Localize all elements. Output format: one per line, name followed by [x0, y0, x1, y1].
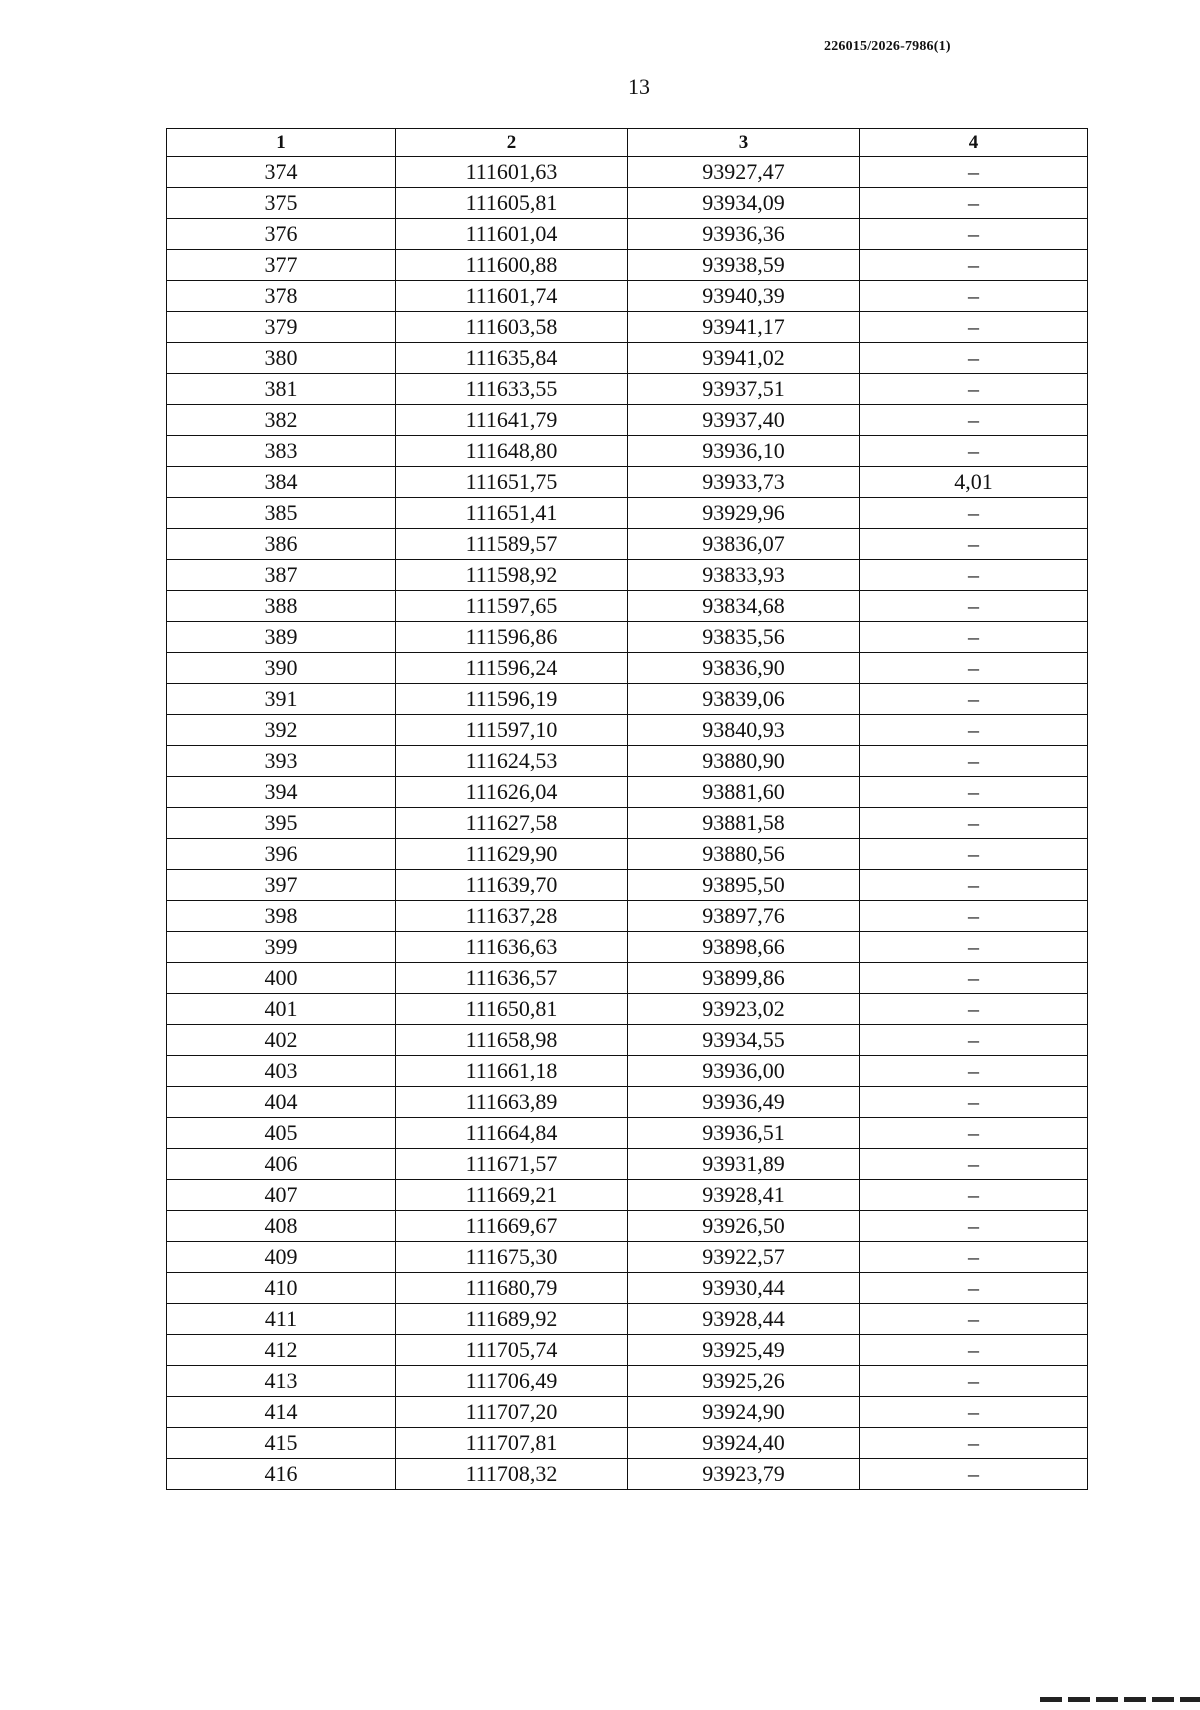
table-cell: 93940,39: [628, 281, 860, 312]
table-cell: 411: [167, 1304, 396, 1335]
table-cell: –: [860, 1025, 1088, 1056]
table-cell: –: [860, 622, 1088, 653]
column-header: 2: [396, 129, 628, 157]
table-row: [167, 622, 1088, 653]
table-cell: 385: [167, 498, 396, 529]
table-row: [167, 839, 1088, 870]
table-cell: 93928,41: [628, 1180, 860, 1211]
table-cell: –: [860, 808, 1088, 839]
table-cell: 93941,02: [628, 343, 860, 374]
table-cell: 407: [167, 1180, 396, 1211]
table-row: [167, 467, 1088, 498]
table-row: [167, 374, 1088, 405]
table-cell: 378: [167, 281, 396, 312]
table-cell: 93924,90: [628, 1397, 860, 1428]
table-row: [167, 343, 1088, 374]
table-cell: –: [860, 188, 1088, 219]
table-cell: –: [860, 1087, 1088, 1118]
table-row: [167, 1087, 1088, 1118]
table-cell: 111641,79: [396, 405, 628, 436]
table-cell: 111636,63: [396, 932, 628, 963]
table-cell: 93895,50: [628, 870, 860, 901]
table-cell: 93922,57: [628, 1242, 860, 1273]
table-cell: 93927,47: [628, 157, 860, 188]
table-cell: 415: [167, 1428, 396, 1459]
table-cell: 111597,65: [396, 591, 628, 622]
table-row: [167, 715, 1088, 746]
table-row: [167, 1056, 1088, 1087]
table-cell: 111598,92: [396, 560, 628, 591]
table-cell: –: [860, 746, 1088, 777]
table-cell: 111661,18: [396, 1056, 628, 1087]
table-cell: –: [860, 250, 1088, 281]
table-cell: 395: [167, 808, 396, 839]
table-cell: 93881,58: [628, 808, 860, 839]
page-number: 13: [628, 74, 650, 99]
table-row: [167, 1118, 1088, 1149]
table-cell: 377: [167, 250, 396, 281]
table-cell: 93899,86: [628, 963, 860, 994]
table-cell: –: [860, 529, 1088, 560]
table-cell: 111626,04: [396, 777, 628, 808]
table-cell: 414: [167, 1397, 396, 1428]
table-row: [167, 1428, 1088, 1459]
table-cell: 111601,74: [396, 281, 628, 312]
table-cell: 111637,28: [396, 901, 628, 932]
table-cell: 390: [167, 653, 396, 684]
table-row: [167, 529, 1088, 560]
table-cell: 111635,84: [396, 343, 628, 374]
table-row: [167, 653, 1088, 684]
table-cell: 93929,96: [628, 498, 860, 529]
table-cell: 93833,93: [628, 560, 860, 591]
table-cell: 388: [167, 591, 396, 622]
table-cell: 93835,56: [628, 622, 860, 653]
table-cell: –: [860, 653, 1088, 684]
table-row: [167, 1025, 1088, 1056]
table-row: [167, 901, 1088, 932]
table-cell: 406: [167, 1149, 396, 1180]
table-cell: 93880,56: [628, 839, 860, 870]
table-cell: –: [860, 715, 1088, 746]
table-row: [167, 157, 1088, 188]
table-cell: –: [860, 1118, 1088, 1149]
table-row: [167, 591, 1088, 622]
table-cell: –: [860, 994, 1088, 1025]
table-cell: 111597,10: [396, 715, 628, 746]
column-header: 1: [167, 129, 396, 157]
table-cell: 111596,86: [396, 622, 628, 653]
table-cell: 93936,10: [628, 436, 860, 467]
table-cell: 93898,66: [628, 932, 860, 963]
table-row: [167, 870, 1088, 901]
table-cell: 111680,79: [396, 1273, 628, 1304]
table-cell: 402: [167, 1025, 396, 1056]
page-edge-mark: [1040, 1697, 1200, 1702]
table-cell: –: [860, 405, 1088, 436]
table-cell: 111627,58: [396, 808, 628, 839]
table-cell: 111601,63: [396, 157, 628, 188]
table-cell: 111669,21: [396, 1180, 628, 1211]
table-row: [167, 1149, 1088, 1180]
table-cell: –: [860, 684, 1088, 715]
table-row: [167, 684, 1088, 715]
table-cell: –: [860, 1180, 1088, 1211]
table-cell: 93936,51: [628, 1118, 860, 1149]
table-cell: –: [860, 932, 1088, 963]
table-cell: 111651,75: [396, 467, 628, 498]
table-cell: 398: [167, 901, 396, 932]
table-row: [167, 250, 1088, 281]
table-row: [167, 932, 1088, 963]
table-cell: 383: [167, 436, 396, 467]
table-row: [167, 1366, 1088, 1397]
table-header-row: [167, 129, 1088, 157]
table-cell: 111671,57: [396, 1149, 628, 1180]
table-cell: 93937,40: [628, 405, 860, 436]
table-cell: 93936,49: [628, 1087, 860, 1118]
table-cell: 93836,07: [628, 529, 860, 560]
table-row: [167, 219, 1088, 250]
table-cell: 93840,93: [628, 715, 860, 746]
table-cell: 386: [167, 529, 396, 560]
table-cell: 111636,57: [396, 963, 628, 994]
table-cell: 111629,90: [396, 839, 628, 870]
table-cell: 111596,24: [396, 653, 628, 684]
table-cell: –: [860, 1366, 1088, 1397]
table-cell: 396: [167, 839, 396, 870]
table-cell: –: [860, 219, 1088, 250]
table-cell: 93834,68: [628, 591, 860, 622]
table-cell: –: [860, 498, 1088, 529]
table-cell: 413: [167, 1366, 396, 1397]
table-row: [167, 777, 1088, 808]
table-cell: 379: [167, 312, 396, 343]
table-cell: 405: [167, 1118, 396, 1149]
table-cell: 409: [167, 1242, 396, 1273]
table-cell: 111648,80: [396, 436, 628, 467]
table-cell: 382: [167, 405, 396, 436]
table-cell: 393: [167, 746, 396, 777]
table-cell: 111658,98: [396, 1025, 628, 1056]
document-id: 226015/2026-7986(1): [824, 39, 951, 54]
table-row: [167, 1335, 1088, 1366]
table-cell: 111589,57: [396, 529, 628, 560]
table-row: [167, 1242, 1088, 1273]
table-cell: 111633,55: [396, 374, 628, 405]
table-cell: 93941,17: [628, 312, 860, 343]
table-cell: 111603,58: [396, 312, 628, 343]
table-cell: 399: [167, 932, 396, 963]
table-cell: 376: [167, 219, 396, 250]
table-row: [167, 188, 1088, 219]
table-cell: –: [860, 777, 1088, 808]
table-cell: 404: [167, 1087, 396, 1118]
table-cell: –: [860, 1397, 1088, 1428]
table-cell: 93881,60: [628, 777, 860, 808]
table-cell: 111708,32: [396, 1459, 628, 1490]
table-cell: 111639,70: [396, 870, 628, 901]
table-row: [167, 808, 1088, 839]
table-cell: 111624,53: [396, 746, 628, 777]
table-cell: –: [860, 901, 1088, 932]
table-cell: –: [860, 963, 1088, 994]
table-cell: 111664,84: [396, 1118, 628, 1149]
table-cell: –: [860, 436, 1088, 467]
table-row: [167, 1304, 1088, 1335]
table-row: [167, 436, 1088, 467]
table-row: [167, 560, 1088, 591]
table-cell: 93936,00: [628, 1056, 860, 1087]
table-cell: 93938,59: [628, 250, 860, 281]
table-cell: –: [860, 374, 1088, 405]
table-cell: 111707,81: [396, 1428, 628, 1459]
table-cell: 93924,40: [628, 1428, 860, 1459]
table-cell: 111707,20: [396, 1397, 628, 1428]
table-cell: –: [860, 1273, 1088, 1304]
table-cell: 403: [167, 1056, 396, 1087]
table-cell: 389: [167, 622, 396, 653]
table-cell: 93937,51: [628, 374, 860, 405]
table-cell: 93897,76: [628, 901, 860, 932]
table-cell: –: [860, 1459, 1088, 1490]
table-cell: 401: [167, 994, 396, 1025]
table-cell: 93934,09: [628, 188, 860, 219]
table-cell: –: [860, 312, 1088, 343]
table-cell: –: [860, 1211, 1088, 1242]
table-cell: 93936,36: [628, 219, 860, 250]
table-row: [167, 1180, 1088, 1211]
table-cell: 111706,49: [396, 1366, 628, 1397]
table-cell: –: [860, 157, 1088, 188]
table-cell: 93931,89: [628, 1149, 860, 1180]
table-cell: 93880,90: [628, 746, 860, 777]
table-cell: 397: [167, 870, 396, 901]
table-cell: –: [860, 591, 1088, 622]
column-header: 3: [628, 129, 860, 157]
table-cell: 93836,90: [628, 653, 860, 684]
table-cell: 384: [167, 467, 396, 498]
table-cell: –: [860, 560, 1088, 591]
table-row: [167, 1211, 1088, 1242]
table-cell: –: [860, 343, 1088, 374]
table-cell: 111705,74: [396, 1335, 628, 1366]
table-cell: 111601,04: [396, 219, 628, 250]
column-header: 4: [860, 129, 1088, 157]
table-cell: 374: [167, 157, 396, 188]
table-row: [167, 1459, 1088, 1490]
table-cell: –: [860, 1335, 1088, 1366]
table-cell: 375: [167, 188, 396, 219]
table-cell: 93930,44: [628, 1273, 860, 1304]
table-cell: 4,01: [860, 467, 1088, 498]
table-cell: 111600,88: [396, 250, 628, 281]
coordinates-table: [166, 128, 1088, 1490]
table-row: [167, 498, 1088, 529]
table-cell: 111650,81: [396, 994, 628, 1025]
table-cell: –: [860, 281, 1088, 312]
table-cell: 93928,44: [628, 1304, 860, 1335]
table-cell: 111669,67: [396, 1211, 628, 1242]
table-body: [167, 157, 1088, 1490]
table-cell: 408: [167, 1211, 396, 1242]
table-cell: 392: [167, 715, 396, 746]
table-cell: –: [860, 870, 1088, 901]
table-cell: 93934,55: [628, 1025, 860, 1056]
table-row: [167, 405, 1088, 436]
table-row: [167, 994, 1088, 1025]
table-cell: 93923,79: [628, 1459, 860, 1490]
table-cell: 111663,89: [396, 1087, 628, 1118]
table-row: [167, 1273, 1088, 1304]
table-cell: 93923,02: [628, 994, 860, 1025]
table-cell: 111605,81: [396, 188, 628, 219]
table-cell: 387: [167, 560, 396, 591]
table-row: [167, 963, 1088, 994]
table-cell: 111689,92: [396, 1304, 628, 1335]
table-row: [167, 312, 1088, 343]
table-row: [167, 746, 1088, 777]
table-row: [167, 1397, 1088, 1428]
table-cell: 93926,50: [628, 1211, 860, 1242]
table-cell: 380: [167, 343, 396, 374]
table-cell: –: [860, 1242, 1088, 1273]
table-cell: –: [860, 1149, 1088, 1180]
table-cell: 400: [167, 963, 396, 994]
table-cell: –: [860, 1304, 1088, 1335]
table-cell: 111596,19: [396, 684, 628, 715]
table-cell: 391: [167, 684, 396, 715]
table-cell: 111675,30: [396, 1242, 628, 1273]
table-cell: 93925,26: [628, 1366, 860, 1397]
table-cell: 111651,41: [396, 498, 628, 529]
table-cell: 93839,06: [628, 684, 860, 715]
table-cell: 93925,49: [628, 1335, 860, 1366]
table-cell: –: [860, 839, 1088, 870]
table-row: [167, 281, 1088, 312]
table-cell: 416: [167, 1459, 396, 1490]
table-cell: 381: [167, 374, 396, 405]
table-cell: 93933,73: [628, 467, 860, 498]
table-cell: 412: [167, 1335, 396, 1366]
table-cell: 410: [167, 1273, 396, 1304]
table-cell: 394: [167, 777, 396, 808]
table-cell: –: [860, 1428, 1088, 1459]
table-cell: –: [860, 1056, 1088, 1087]
